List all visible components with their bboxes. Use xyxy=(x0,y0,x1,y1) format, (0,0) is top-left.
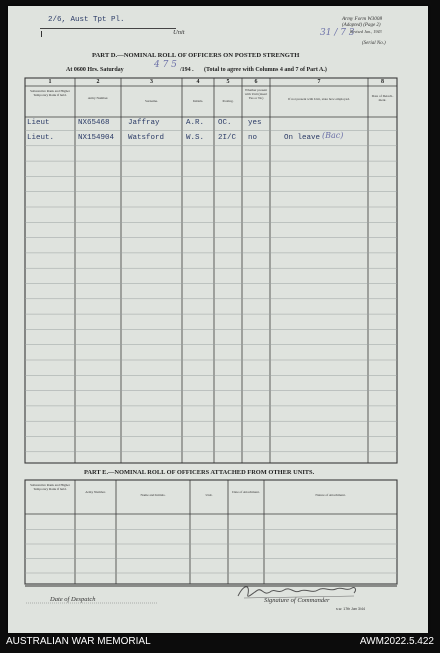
col-number-6: 6 xyxy=(254,79,258,85)
despatch-label: Date of Despatch xyxy=(50,596,96,603)
col-number-2: 2 xyxy=(96,79,100,85)
unit-label: Unit xyxy=(173,29,185,36)
row1-army-number: NX65468 xyxy=(78,119,110,127)
form-sheet xyxy=(8,6,428,633)
row2-employed: On leave xyxy=(284,134,321,142)
col-header-surname: Surname. xyxy=(145,99,158,103)
year-suffix: /194 . xyxy=(180,67,194,73)
row1-rank: Lieut xyxy=(27,119,50,127)
part-d-subtitle-note: (Total to agree with Columns 4 and 7 of Part A.) xyxy=(204,67,327,73)
part-d-title: PART D.—NOMINAL ROLL OF OFFICERS ON POSTED STRENGTH xyxy=(92,52,300,59)
printer-note: s.w. 17th Jan 3/44 xyxy=(336,607,365,611)
col-number-4: 4 xyxy=(196,79,200,85)
part-e-header-date: Date of Attachment. xyxy=(232,490,260,494)
part-e-header-rank: Substantive Rank and Higher Temporary Rank if held. xyxy=(30,483,70,491)
serial-handwritten: 31 / 7 3 xyxy=(320,28,355,38)
col-header-rank: Substantive Rank and Higher Temporary Rank if held. xyxy=(30,89,70,97)
row1-surname: Jaffray xyxy=(128,119,160,127)
serial-label: (Serial No.) xyxy=(362,41,386,46)
row2-rank: Lieut. xyxy=(27,134,55,142)
form-adapted: (Adapted) (Page 2) xyxy=(342,23,381,28)
commander-label: Signature of Commander xyxy=(264,597,330,604)
unit-typed: 2/6, Aust Tpt Pl. xyxy=(48,16,125,24)
row2-army-number: NX154904 xyxy=(78,134,115,142)
part-e-header-army-number: Army Number. xyxy=(85,490,106,494)
col-number-5: 5 xyxy=(226,79,230,85)
date-handwritten: 4 7 5 xyxy=(154,60,177,70)
part-e-title: PART E.—NOMINAL ROLL OF OFFICERS ATTACHED FROM OTHER UNITS. xyxy=(84,469,315,476)
row1-initials: A.R. xyxy=(186,119,205,127)
col-header-initials: Initials. xyxy=(192,99,204,103)
row1-present: yes xyxy=(248,119,262,127)
col-header-army-number: Army Number. xyxy=(87,96,109,100)
col-number-3: 3 xyxy=(150,79,153,85)
form-name: Army Form W3008 xyxy=(342,16,383,22)
caption-right: AWM2022.5.422 xyxy=(359,636,434,647)
part-e-header-nature: Nature of Attachment. xyxy=(315,493,346,497)
row2-present: no xyxy=(248,134,258,142)
row2-initials: W.S. xyxy=(186,134,205,142)
caption-left: AUSTRALIAN WAR MEMORIAL xyxy=(6,636,151,647)
col-number-7: 7 xyxy=(317,79,321,85)
form-revised: Revised Jan., 1943 xyxy=(350,29,382,34)
col-header-posting: Posting. xyxy=(222,99,234,103)
part-e-header-name: Name and Initials. xyxy=(140,493,166,497)
col-header-date: Date of Detach-ment. xyxy=(371,94,394,102)
row2-posting: 2I/C xyxy=(218,134,237,142)
col-number-8: 8 xyxy=(381,79,384,85)
col-header-employed: If not present with Unit, state how employed. xyxy=(288,97,350,101)
col-number-1: 1 xyxy=(48,79,52,85)
row2-handwritten-note: (Bac) xyxy=(322,131,344,140)
row2-surname: Watsford xyxy=(128,134,165,142)
col-header-present: Whether present with Unit (insert Yes or No) xyxy=(244,88,268,100)
row1-posting: OC. xyxy=(218,119,232,127)
part-d-subtitle-prefix: At 0600 Hrs. Saturday xyxy=(66,67,124,73)
part-e-header-unit: Unit. xyxy=(205,493,213,497)
